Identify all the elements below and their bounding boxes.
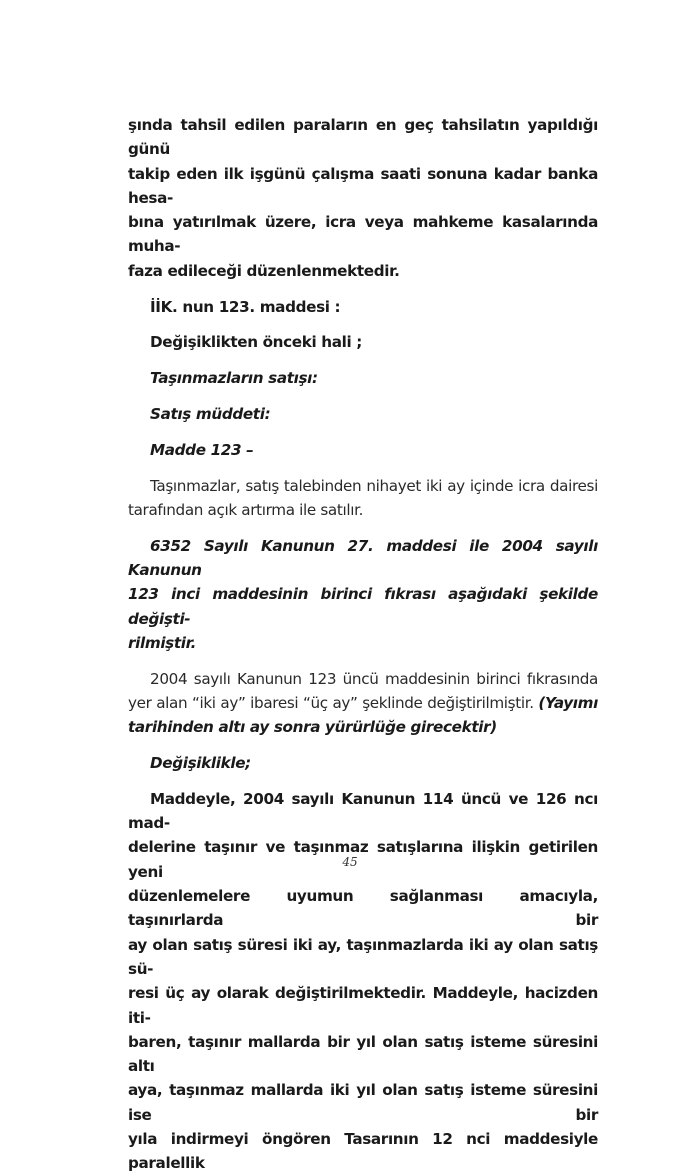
text-line: baren, taşınır mallarda bir yıl olan satış isteme süresini altı [128, 1032, 598, 1076]
heading-text: İİK. nun 123. maddesi : [150, 297, 341, 316]
heading-article-123 [128, 295, 598, 319]
paragraph-amendment-note [128, 534, 598, 655]
text-line [128, 691, 598, 715]
text-line: 123 inci maddesinin birinci fıkrası aşağıdaki şekilde değişti- [128, 585, 598, 628]
paragraph-amendment-text [128, 667, 598, 740]
heading-article-label [128, 438, 598, 462]
text-line: delerine taşınır ve taşınmaz satışlarına ilişkin getirilen yeni [128, 838, 598, 881]
text-line: tarihinden altı ay sonra yürürlüğe girecektir) [128, 718, 497, 737]
text-line: ay olan satış süresi iki ay, taşınmazlarda iki ay olan satış sü- [128, 935, 598, 978]
heading-text: Madde 123 – [150, 440, 254, 459]
paragraph-continuation [128, 113, 598, 283]
document-page [128, 113, 598, 1176]
heading-with-amendment [128, 751, 598, 775]
paragraph-old-text [128, 474, 598, 523]
text-line: bına yatırılmak üzere, icra veya mahkeme kasalarında muha- [128, 213, 598, 256]
emphasis-text: (Yayımı [538, 693, 598, 712]
text-line: 2004 sayılı Kanunun 123 üncü maddesinin birinci fıkrasında [150, 669, 598, 688]
heading-immovables-sale [128, 366, 598, 390]
page-number: 45 [342, 855, 358, 869]
paragraph-explanation [128, 787, 598, 1176]
text-line: Taşınmazlar, satış talebinden nihayet iki ay içinde icra dairesi [150, 476, 598, 495]
heading-text: Değişiklikten önceki hali ; [150, 333, 363, 352]
heading-sale-period [128, 402, 598, 426]
text-line: tarafından açık artırma ile satılır. [128, 500, 364, 519]
text-line: düzenlemelere uyumun sağlanması amacıyla, taşınırlarda bir [128, 887, 598, 930]
text-line: resi üç ay olarak değiştirilmektedir. Maddeyle, hacizden iti- [128, 984, 598, 1027]
heading-text: Satış müddeti: [150, 404, 271, 423]
text-segment: yer alan “iki ay” ibaresi “üç ay” şeklinde değiştirilmiştir. [128, 693, 534, 712]
text-line: aya, taşınmaz mallarda iki yıl olan satış isteme süresini ise bir [128, 1081, 598, 1124]
text-line: 6352 Sayılı Kanunun 27. maddesi ile 2004 sayılı Kanunun [128, 536, 598, 579]
text-line: şında tahsil edilen paraların en geç tahsilatın yapıldığı günü [128, 116, 598, 159]
text-line: takip eden ilk işgünü çalışma saati sonuna kadar banka hesa- [128, 164, 598, 207]
text-line: yıla indirmeyi öngören Tasarının 12 nci maddesiyle paralellik [128, 1129, 598, 1173]
heading-text: Değişiklikle; [150, 754, 251, 773]
text-line: rilmiştir. [128, 633, 197, 652]
text-line: Maddeyle, 2004 sayılı Kanunun 114 üncü ve 126 ncı mad- [128, 789, 598, 833]
heading-previous-version [128, 330, 598, 354]
heading-text: Taşınmazların satışı: [150, 369, 318, 388]
text-line: faza edileceği düzenlenmektedir. [128, 261, 400, 280]
